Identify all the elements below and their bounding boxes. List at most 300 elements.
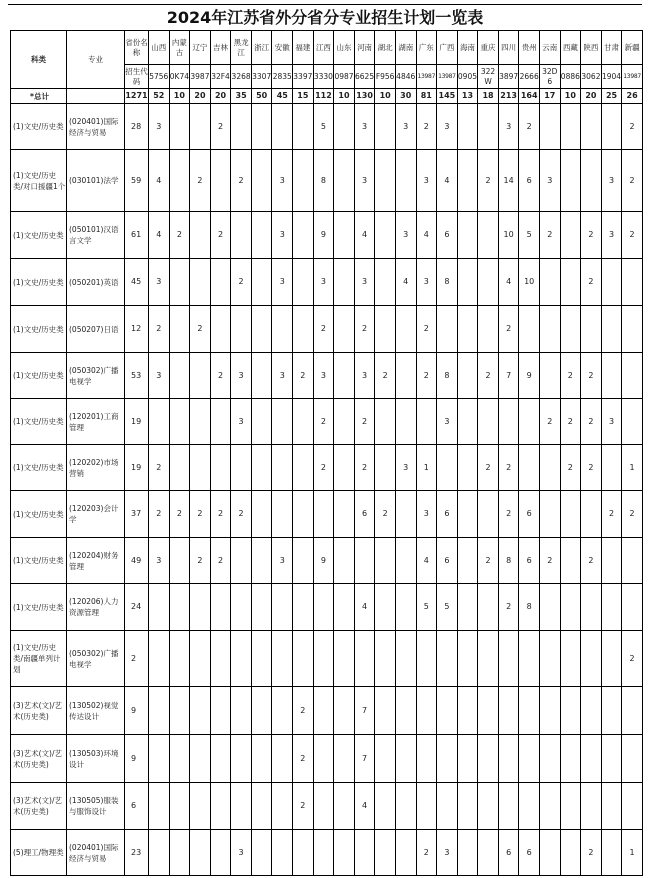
cell-value: 6	[437, 491, 458, 538]
cell-value	[190, 104, 211, 150]
cell-zy: (020401)国际经济与贸易	[67, 830, 125, 876]
cell-value	[251, 631, 272, 687]
cell-value	[416, 687, 437, 735]
cell-total: 12	[125, 306, 149, 353]
header-province: 吉林	[210, 31, 231, 65]
header-code-value: 3987	[190, 65, 211, 89]
enrollment-plan-table	[10, 30, 643, 876]
cell-value: 8	[437, 353, 458, 399]
cell-value	[210, 631, 231, 687]
header-code-value: F956	[375, 65, 396, 89]
cell-value	[293, 399, 314, 445]
header-code: 招生代码	[125, 65, 149, 89]
header-code-value: 6625	[354, 65, 375, 89]
cell-zy: (130503)环境设计	[67, 735, 125, 783]
cell-value	[272, 830, 293, 876]
cell-value: 2	[293, 735, 314, 783]
cell-value	[272, 104, 293, 150]
cell-ke: (1)文史/历史类	[11, 306, 67, 353]
cell-ke: (1)文史/历史类	[11, 104, 67, 150]
cell-value	[539, 306, 560, 353]
cell-value	[375, 783, 396, 830]
cell-ke: (1)文史/历史类	[11, 584, 67, 631]
cell-value: 6	[437, 538, 458, 584]
cell-value	[498, 783, 519, 830]
cell-value: 2	[210, 104, 231, 150]
cell-value: 3	[498, 104, 519, 150]
cell-value: 6	[498, 830, 519, 876]
cell-value	[581, 306, 602, 353]
cell-value	[210, 830, 231, 876]
table-row	[11, 445, 643, 491]
cell-value	[457, 491, 478, 538]
cell-value	[519, 735, 540, 783]
cell-zy: (130502)视觉传达设计	[67, 687, 125, 735]
cell-value: 2	[293, 783, 314, 830]
table-row	[11, 212, 643, 259]
cell-zy: (120202)市场营销	[67, 445, 125, 491]
cell-value: 3	[272, 259, 293, 306]
cell-value: 8	[519, 584, 540, 631]
cell-value	[293, 104, 314, 150]
cell-value	[313, 735, 334, 783]
header-province: 海南	[457, 31, 478, 65]
header-province: 辽宁	[190, 31, 211, 65]
cell-value	[149, 783, 170, 830]
cell-zy: (030101)法学	[67, 150, 125, 212]
cell-value	[334, 212, 355, 259]
cell-value	[190, 584, 211, 631]
page-title: 2024年江苏省外分省分专业招生计划一览表	[8, 4, 642, 31]
cell-value	[560, 830, 581, 876]
cell-value	[231, 538, 252, 584]
cell-value	[334, 104, 355, 150]
cell-value	[334, 687, 355, 735]
cell-value: 3	[437, 104, 458, 150]
cell-value: 3	[313, 353, 334, 399]
header-province: 广东	[416, 31, 437, 65]
header-code-value: 322W	[478, 65, 499, 89]
cell-value	[169, 353, 190, 399]
cell-value	[251, 353, 272, 399]
cell-value: 5	[313, 104, 334, 150]
header-province: 浙江	[251, 31, 272, 65]
cell-value	[437, 306, 458, 353]
cell-value	[560, 491, 581, 538]
cell-value	[190, 445, 211, 491]
cell-value: 2	[169, 491, 190, 538]
cell-value: 5	[416, 584, 437, 631]
cell-value	[539, 353, 560, 399]
cell-value	[478, 259, 499, 306]
cell-value	[437, 735, 458, 783]
cell-value	[478, 104, 499, 150]
cell-total: 28	[125, 104, 149, 150]
cell-ke: (3)艺术(文)/艺术(历史类)	[11, 783, 67, 830]
cell-value	[272, 735, 293, 783]
cell-value	[190, 353, 211, 399]
cell-value: 3	[354, 104, 375, 150]
cell-value	[251, 687, 272, 735]
cell-value: 4	[416, 212, 437, 259]
cell-value: 2	[354, 445, 375, 491]
cell-value	[457, 104, 478, 150]
cell-value	[601, 104, 622, 150]
cell-value	[437, 783, 458, 830]
cell-value	[395, 491, 416, 538]
cell-value	[416, 735, 437, 783]
cell-value: 2	[601, 491, 622, 538]
cell-value: 4	[354, 584, 375, 631]
cell-value: 2	[190, 150, 211, 212]
cell-total: 19	[125, 399, 149, 445]
cell-value	[560, 783, 581, 830]
cell-value: 2	[231, 491, 252, 538]
cell-value	[457, 306, 478, 353]
cell-value	[334, 783, 355, 830]
cell-value: 2	[190, 306, 211, 353]
cell-zy: (120206)人力资源管理	[67, 584, 125, 631]
cell-value	[601, 259, 622, 306]
cell-value: 3	[395, 104, 416, 150]
cell-value	[581, 150, 602, 212]
cell-value	[334, 631, 355, 687]
cell-value	[313, 830, 334, 876]
cell-value: 2	[581, 538, 602, 584]
cell-zy: (130505)服装与服饰设计	[67, 783, 125, 830]
cell-value: 2	[622, 631, 643, 687]
cell-value: 3	[149, 104, 170, 150]
cell-value	[457, 735, 478, 783]
cell-ke: (1)文史/历史类	[11, 259, 67, 306]
cell-zy: (050302)广播电视学	[67, 631, 125, 687]
table-row	[11, 538, 643, 584]
cell-value	[601, 306, 622, 353]
header-ke: 科类	[11, 31, 67, 89]
total-cell: 15	[293, 89, 314, 104]
cell-value: 6	[519, 830, 540, 876]
cell-ke: (3)艺术(文)/艺术(历史类)	[11, 687, 67, 735]
total-cell: 112	[313, 89, 334, 104]
cell-value	[601, 687, 622, 735]
table-row	[11, 491, 643, 538]
cell-value: 2	[149, 445, 170, 491]
cell-total: 2	[125, 631, 149, 687]
cell-value	[478, 491, 499, 538]
cell-value: 3	[354, 150, 375, 212]
header-province: 福建	[293, 31, 314, 65]
cell-value	[313, 631, 334, 687]
cell-value: 2	[190, 538, 211, 584]
cell-zy: (050201)英语	[67, 259, 125, 306]
cell-value: 3	[354, 353, 375, 399]
cell-value	[375, 306, 396, 353]
cell-value	[519, 631, 540, 687]
cell-value	[478, 212, 499, 259]
cell-value	[395, 538, 416, 584]
cell-zy: (120204)财务管理	[67, 538, 125, 584]
cell-ke: (1)文史/历史类/对口援疆1个	[11, 150, 67, 212]
header-code-value: 32F4	[210, 65, 231, 89]
cell-value: 2	[210, 353, 231, 399]
cell-total: 49	[125, 538, 149, 584]
header-code-value: 3897	[498, 65, 519, 89]
cell-value: 3	[231, 399, 252, 445]
cell-value	[334, 306, 355, 353]
total-cell: 164	[519, 89, 540, 104]
cell-value	[457, 212, 478, 259]
cell-value	[622, 399, 643, 445]
header-row-province	[11, 31, 643, 65]
cell-value	[190, 830, 211, 876]
cell-value	[210, 584, 231, 631]
cell-value	[169, 735, 190, 783]
cell-value	[601, 631, 622, 687]
header-province: 黑龙江	[231, 31, 252, 65]
cell-value: 2	[313, 306, 334, 353]
cell-value	[539, 631, 560, 687]
header-code-value: 1904	[601, 65, 622, 89]
cell-value	[375, 104, 396, 150]
total-cell: 52	[149, 89, 170, 104]
cell-value: 2	[581, 830, 602, 876]
header-province: 甘肃	[601, 31, 622, 65]
cell-ke: (1)文史/历史类/南疆单列计划	[11, 631, 67, 687]
cell-value: 2	[560, 399, 581, 445]
cell-value: 10	[519, 259, 540, 306]
cell-value: 2	[210, 538, 231, 584]
cell-value: 3	[539, 150, 560, 212]
cell-value: 2	[416, 104, 437, 150]
cell-value	[334, 445, 355, 491]
total-cell: 145	[437, 89, 458, 104]
total-sum: 1271	[125, 89, 149, 104]
cell-value	[375, 259, 396, 306]
cell-value	[539, 687, 560, 735]
header-province: 陕西	[581, 31, 602, 65]
cell-value: 2	[293, 687, 314, 735]
cell-value	[478, 399, 499, 445]
cell-value	[437, 445, 458, 491]
cell-value	[457, 353, 478, 399]
cell-value	[334, 584, 355, 631]
cell-value	[478, 584, 499, 631]
cell-value	[251, 445, 272, 491]
header-province: 湖北	[375, 31, 396, 65]
cell-value: 3	[395, 445, 416, 491]
cell-zy: (020401)国际经济与贸易	[67, 104, 125, 150]
cell-value: 5	[437, 584, 458, 631]
cell-value: 9	[313, 212, 334, 259]
cell-value	[293, 150, 314, 212]
cell-value: 1	[622, 445, 643, 491]
cell-value	[231, 584, 252, 631]
cell-value: 3	[416, 259, 437, 306]
header-code-value: 13987	[416, 65, 437, 89]
header-code-value: 0987	[334, 65, 355, 89]
cell-value	[395, 353, 416, 399]
cell-value	[354, 830, 375, 876]
cell-value	[601, 783, 622, 830]
table-row	[11, 584, 643, 631]
cell-value	[478, 830, 499, 876]
cell-value	[375, 830, 396, 876]
cell-value: 2	[375, 353, 396, 399]
cell-value: 2	[375, 491, 396, 538]
cell-value	[519, 445, 540, 491]
cell-value	[478, 783, 499, 830]
cell-value	[334, 353, 355, 399]
cell-value	[313, 687, 334, 735]
header-province: 广西	[437, 31, 458, 65]
header-code-value: 4846	[395, 65, 416, 89]
cell-value	[601, 538, 622, 584]
cell-value: 2	[498, 584, 519, 631]
cell-value: 8	[437, 259, 458, 306]
cell-value	[601, 735, 622, 783]
cell-value	[457, 631, 478, 687]
total-cell: 17	[539, 89, 560, 104]
total-label: *总计	[11, 89, 67, 104]
cell-value: 3	[601, 399, 622, 445]
cell-value	[149, 687, 170, 735]
cell-value	[313, 783, 334, 830]
total-cell: 30	[395, 89, 416, 104]
cell-value: 4	[498, 259, 519, 306]
cell-value: 2	[293, 353, 314, 399]
cell-value	[251, 584, 272, 631]
cell-value	[293, 631, 314, 687]
cell-value: 2	[354, 399, 375, 445]
cell-value	[231, 445, 252, 491]
cell-value	[251, 104, 272, 150]
table-row	[11, 735, 643, 783]
cell-value	[149, 584, 170, 631]
cell-value: 2	[560, 445, 581, 491]
cell-ke: (5)理工/物理类	[11, 830, 67, 876]
cell-value	[149, 631, 170, 687]
cell-value	[293, 491, 314, 538]
cell-value	[272, 306, 293, 353]
cell-value	[539, 259, 560, 306]
header-code-value: 0886	[560, 65, 581, 89]
cell-value	[169, 538, 190, 584]
cell-value	[457, 150, 478, 212]
cell-value	[210, 259, 231, 306]
header-code-value: 13987	[622, 65, 643, 89]
table-row	[11, 631, 643, 687]
cell-value	[190, 399, 211, 445]
cell-value: 2	[622, 212, 643, 259]
cell-value	[581, 584, 602, 631]
cell-value	[354, 631, 375, 687]
cell-value: 5	[519, 212, 540, 259]
header-province: 内蒙古	[169, 31, 190, 65]
cell-value	[395, 783, 416, 830]
cell-value: 2	[539, 212, 560, 259]
cell-value	[478, 631, 499, 687]
table-row	[11, 830, 643, 876]
cell-value	[395, 306, 416, 353]
cell-value	[190, 259, 211, 306]
cell-value	[210, 399, 231, 445]
cell-total: 23	[125, 830, 149, 876]
cell-value	[210, 306, 231, 353]
total-cell: 26	[622, 89, 643, 104]
cell-value	[601, 584, 622, 631]
table-row	[11, 150, 643, 212]
header-code-value: 32D6	[539, 65, 560, 89]
cell-value	[272, 491, 293, 538]
total-cell: 20	[210, 89, 231, 104]
cell-value	[581, 491, 602, 538]
cell-total: 9	[125, 735, 149, 783]
cell-value	[169, 306, 190, 353]
cell-value	[539, 735, 560, 783]
cell-value	[293, 259, 314, 306]
cell-value	[272, 783, 293, 830]
cell-value: 2	[581, 353, 602, 399]
cell-value: 2	[498, 445, 519, 491]
cell-value	[539, 783, 560, 830]
cell-ke: (1)文史/历史类	[11, 445, 67, 491]
cell-value	[560, 104, 581, 150]
cell-value: 7	[354, 687, 375, 735]
cell-value: 14	[498, 150, 519, 212]
cell-value	[293, 538, 314, 584]
header-code-value: 3062	[581, 65, 602, 89]
cell-value	[457, 783, 478, 830]
header-code-value: 3330	[313, 65, 334, 89]
cell-value: 2	[581, 399, 602, 445]
cell-ke: (1)文史/历史类	[11, 538, 67, 584]
cell-value: 6	[437, 212, 458, 259]
cell-value: 2	[169, 212, 190, 259]
cell-value: 3	[416, 150, 437, 212]
cell-value	[149, 830, 170, 876]
cell-value	[478, 735, 499, 783]
cell-value: 3	[149, 538, 170, 584]
cell-value: 2	[581, 259, 602, 306]
cell-value	[416, 783, 437, 830]
cell-value	[272, 399, 293, 445]
cell-value: 8	[313, 150, 334, 212]
cell-value: 1	[416, 445, 437, 491]
cell-zy: (050207)日语	[67, 306, 125, 353]
cell-total: 9	[125, 687, 149, 735]
cell-value	[581, 631, 602, 687]
cell-value	[272, 445, 293, 491]
cell-value	[375, 538, 396, 584]
cell-value	[622, 538, 643, 584]
cell-value: 2	[478, 150, 499, 212]
cell-value: 4	[395, 259, 416, 306]
cell-value	[169, 584, 190, 631]
cell-value: 3	[601, 150, 622, 212]
cell-value: 4	[149, 212, 170, 259]
cell-value	[293, 306, 314, 353]
cell-value: 2	[210, 491, 231, 538]
cell-value	[519, 306, 540, 353]
header-code-value: 3307	[251, 65, 272, 89]
cell-value	[498, 735, 519, 783]
cell-value: 2	[416, 306, 437, 353]
cell-value	[560, 150, 581, 212]
cell-value	[231, 212, 252, 259]
total-cell: 45	[272, 89, 293, 104]
total-row	[11, 89, 643, 104]
cell-value	[457, 830, 478, 876]
